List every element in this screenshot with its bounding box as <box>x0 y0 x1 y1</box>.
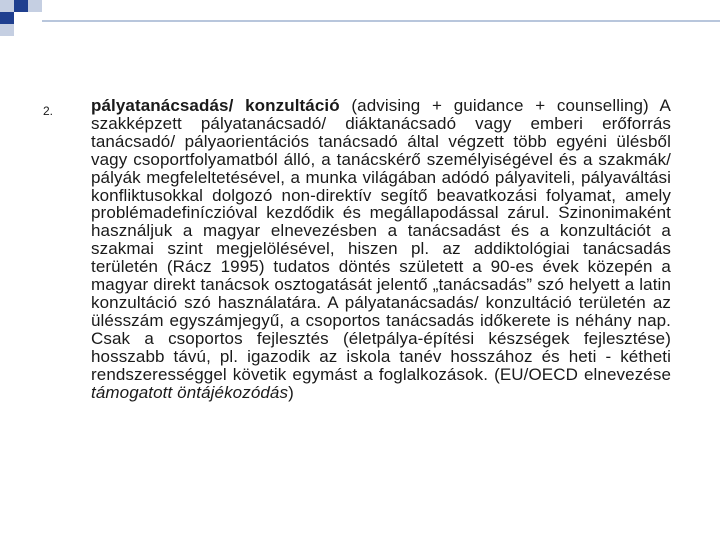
definition-italic-term: támogatott öntájékozódás <box>91 382 289 402</box>
definition-body: (advising + guidance + counselling) A szakképzett pályatanácsadó/ diáktanácsadó vagy emberi erőforrás tanácsadó/ pályaorientációs tanácsadó által végzett több egyéni ülésből vagy csoportfolyamatból álló, a tanácskérő személyiségével és a szakmák/ pályák megfeleltetésével, a munka világában adódó pályaviteli, pályaváltási konfliktusokkal dolgozó non-direktív segítő beavatkozási folyamat, amely problémadefiníczióval kezdődik és megállapodással zárul. Szinonimaként használjuk a magyar elnevezésben a tanácsadást és a konzultációt a szakmai szint megjelölésével, hiszen pl. az addiktológiai tanácsadás területén (Rácz 1995) tudatos döntés született a 90-es évek közepén a magyar direkt tanácsok osztogatását jelentő „tanácsadás” szó helyett a latin konzultáció szó használatára. A pályatanácsadás/ konzultáció területén az ülésszám egyszámjegyű, a csoportos tanácsadás időkerete is néhány nap. Csak a csoportos fejlesztés (életpálya-építési készségek fejlesztése) hosszabb távú, pl. igazodik az iskola tanév hosszához és heti - kétheti rendszerességgel követik egymást a foglalkozások. (EU/OECD elnevezése <box>91 96 671 384</box>
definition-closing: ) <box>288 382 294 402</box>
definition-paragraph <box>91 97 671 401</box>
list-item-number: 2. <box>43 104 54 118</box>
definition-term: pályatanácsadás/ konzultáció <box>91 96 340 115</box>
top-rule <box>42 20 720 22</box>
